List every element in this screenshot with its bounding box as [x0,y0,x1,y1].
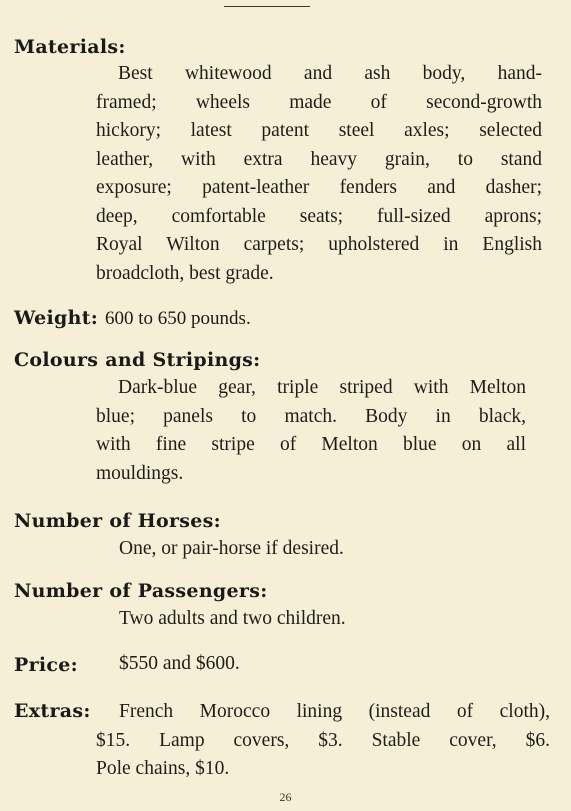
extras-line: Pole chains, $10. [96,758,230,779]
materials-text [96,60,542,288]
weight-row [14,307,251,330]
passengers-value: Two adults and two children. [119,608,346,629]
colours-line: with fine stripe of Melton blue on all [96,434,526,455]
materials-line: deep, comfortable seats; full-sized aprons; [96,205,542,227]
extras-heading: Extras: [14,700,91,722]
materials-line: exposure; patent-leather fenders and dasher; [96,177,542,198]
page-number: 26 [279,790,292,804]
price-heading: Price: [14,654,78,676]
passengers-heading: Number of Passengers: [14,580,268,602]
extras-line: $15. Lamp covers, $3. Stable cover, $6. [96,729,550,751]
weight-heading: Weight: [14,307,99,329]
materials-line: leather, with extra heavy grain, to stand [96,148,542,170]
horses-value: One, or pair-horse if desired. [119,538,344,559]
top-rule [224,6,310,7]
materials-line: framed; wheels made of second-growth [96,91,542,113]
extras-line: French Morocco lining (instead of cloth), [119,701,550,722]
materials-line: hickory; latest patent steel axles; selected [96,120,542,141]
colours-text [96,374,526,488]
colours-line: blue; panels to match. Body in black, [96,405,526,427]
horses-text [119,535,565,564]
materials-line: broadcloth, best grade. [96,262,274,284]
passengers-text [119,605,565,634]
weight-value: 600 to 650 pounds. [105,308,251,329]
colours-line: Dark-blue gear, triple striped with Melton [118,377,526,398]
materials-line: Best whitewood and ash body, hand- [118,63,542,84]
horses-heading: Number of Horses: [14,510,221,532]
materials-line: Royal Wilton carpets; upholstered in English [96,234,542,255]
extras-text [96,698,550,784]
colours-heading: Colours and Stripings: [14,349,261,371]
materials-heading: Materials: [14,36,126,58]
colours-line: mouldings. [96,462,184,484]
price-value: $550 and $600. [119,653,240,674]
